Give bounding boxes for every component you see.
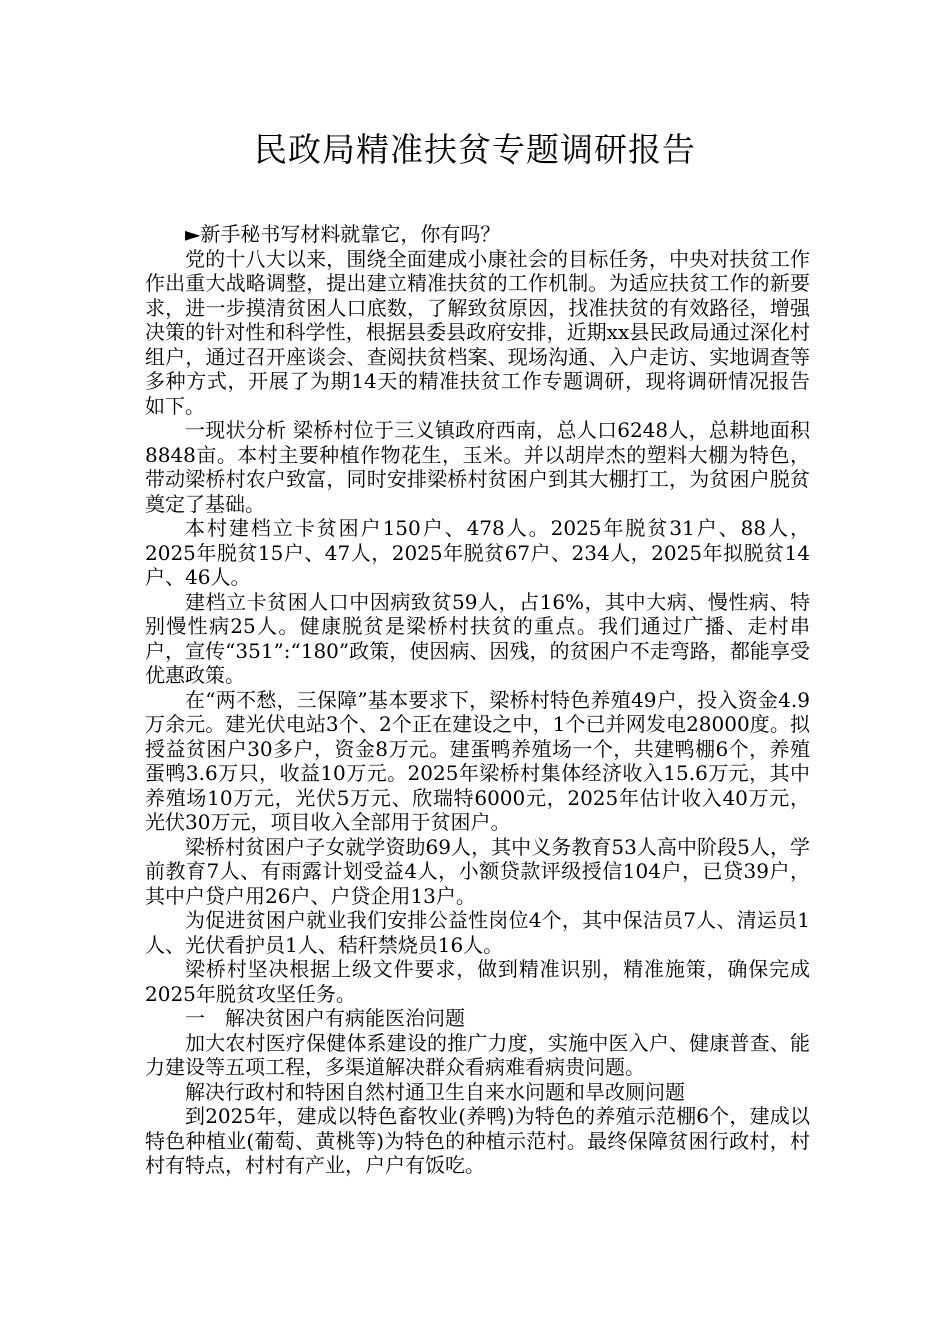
section-heading-water-toilet: 解决行政村和特困自然村通卫生自来水问题和旱改厕问题 — [185, 1079, 685, 1104]
paragraph-background: 党的十八大以来，围绕全面建成小康社会的目标任务，中央对扶贫工作作出重大战略调整，提出建立精准扶贫的工作机制。为适应扶贫工作的新要求，进一步摸清贫困人口底数，了解致贫原因，找准扶贫的有效路径，增强决策的针对性和科学性，根据县委县政府安排，近期xx县民政局通过深化村组户，通过召开座谈会、查阅扶贫档案、现场沟通、入户走访、实地调查等多种方式，开展了为期14天的精准扶贫工作专题调研，现将调研情况报告如下。 — [145, 246, 810, 418]
paragraph-health-poverty: 建档立卡贫困人口中因病致贫59人，占16%，其中大病、慢性病、特别慢性病25人。健康脱贫是梁桥村扶贫的重点。我们通过广播、走村串户，宣传“351”:“180”政策，使因病、因残，的贫困户不走弯路，都能享受优惠政策。 — [145, 589, 810, 687]
paragraph-employment: 为促进贫困户就业我们安排公益性岗位4个，其中保洁员7人、清运员1人、光伏看护员1人、秸秆禁烧员16人。 — [145, 908, 810, 957]
paragraph-registered-households: 本村建档立卡贫困户150户、478人。2025年脱贫31户、88人，2025年脱贫15户、47人，2025年脱贫67户、234人，2025年拟脱贫14户、46人。 — [145, 516, 810, 589]
paragraph-commitment: 梁桥村坚决根据上级文件要求，做到精准识别，精准施策，确保完成2025年脱贫攻坚任务。 — [145, 957, 810, 1006]
paragraph-industry-income: 在“两不愁，三保障”基本要求下，梁桥村特色养殖49户，投入资金4.9万余元。建光伏电站3个、2个正在建设之中，1个已并网发电28000度。拟授益贫困户30多户，资金8万元。建蛋鸭养殖场一个，共建鸭棚6个，养殖蛋鸭3.6万只，收益10万元。2025年梁桥村集体经济收入15.6万元，其中养殖场10万元，光伏5万元、欣瑞特6000元，2025年估计收入40万元，光伏30万元，项目收入全部用于贫困户。 — [145, 687, 810, 834]
paragraph-demonstration-goal: 到2025年，建成以特色畜牧业(养鸭)为特色的养殖示范棚6个，建成以特色种植业(葡萄、黄桃等)为特色的种植示范村。最终保障贫困行政村，村村有特点，村村有产业，户户有饭吃。 — [145, 1104, 810, 1177]
paragraph-education-loans: 梁桥村贫困户子女就学资助69人，其中义务教育53人高中阶段5人，学前教育7人、有雨露计划受益4人，小额贷款评级授信104户，已贷39户，其中户贷户用26户、户贷企用13户。 — [145, 834, 810, 908]
section-heading-medical: 一 解决贫困户有病能医治问题 — [185, 1006, 465, 1030]
paragraph-medical-care: 加大农村医疗保健体系建设的推广力度，实施中医入户、健康普查、能力建设等五项工程，多渠道解决群众看病难看病贵问题。 — [145, 1030, 810, 1079]
document-title: 民政局精准扶贫专题调研报告 — [254, 130, 696, 169]
paragraph-status-analysis: 一现状分析 梁桥村位于三义镇政府西南，总人口6248人，总耕地面积8848亩。本村主要种植作物花生，玉米。并以胡岸杰的塑料大棚为特色，带动梁桥村农户致富，同时安排梁桥村贫困户到其大棚打工，为贫困户脱贫奠定了基础。 — [145, 418, 810, 516]
document-body — [145, 222, 810, 1178]
paragraph-intro-link: ►新手秘书写材料就靠它，你有吗？ — [185, 222, 501, 246]
